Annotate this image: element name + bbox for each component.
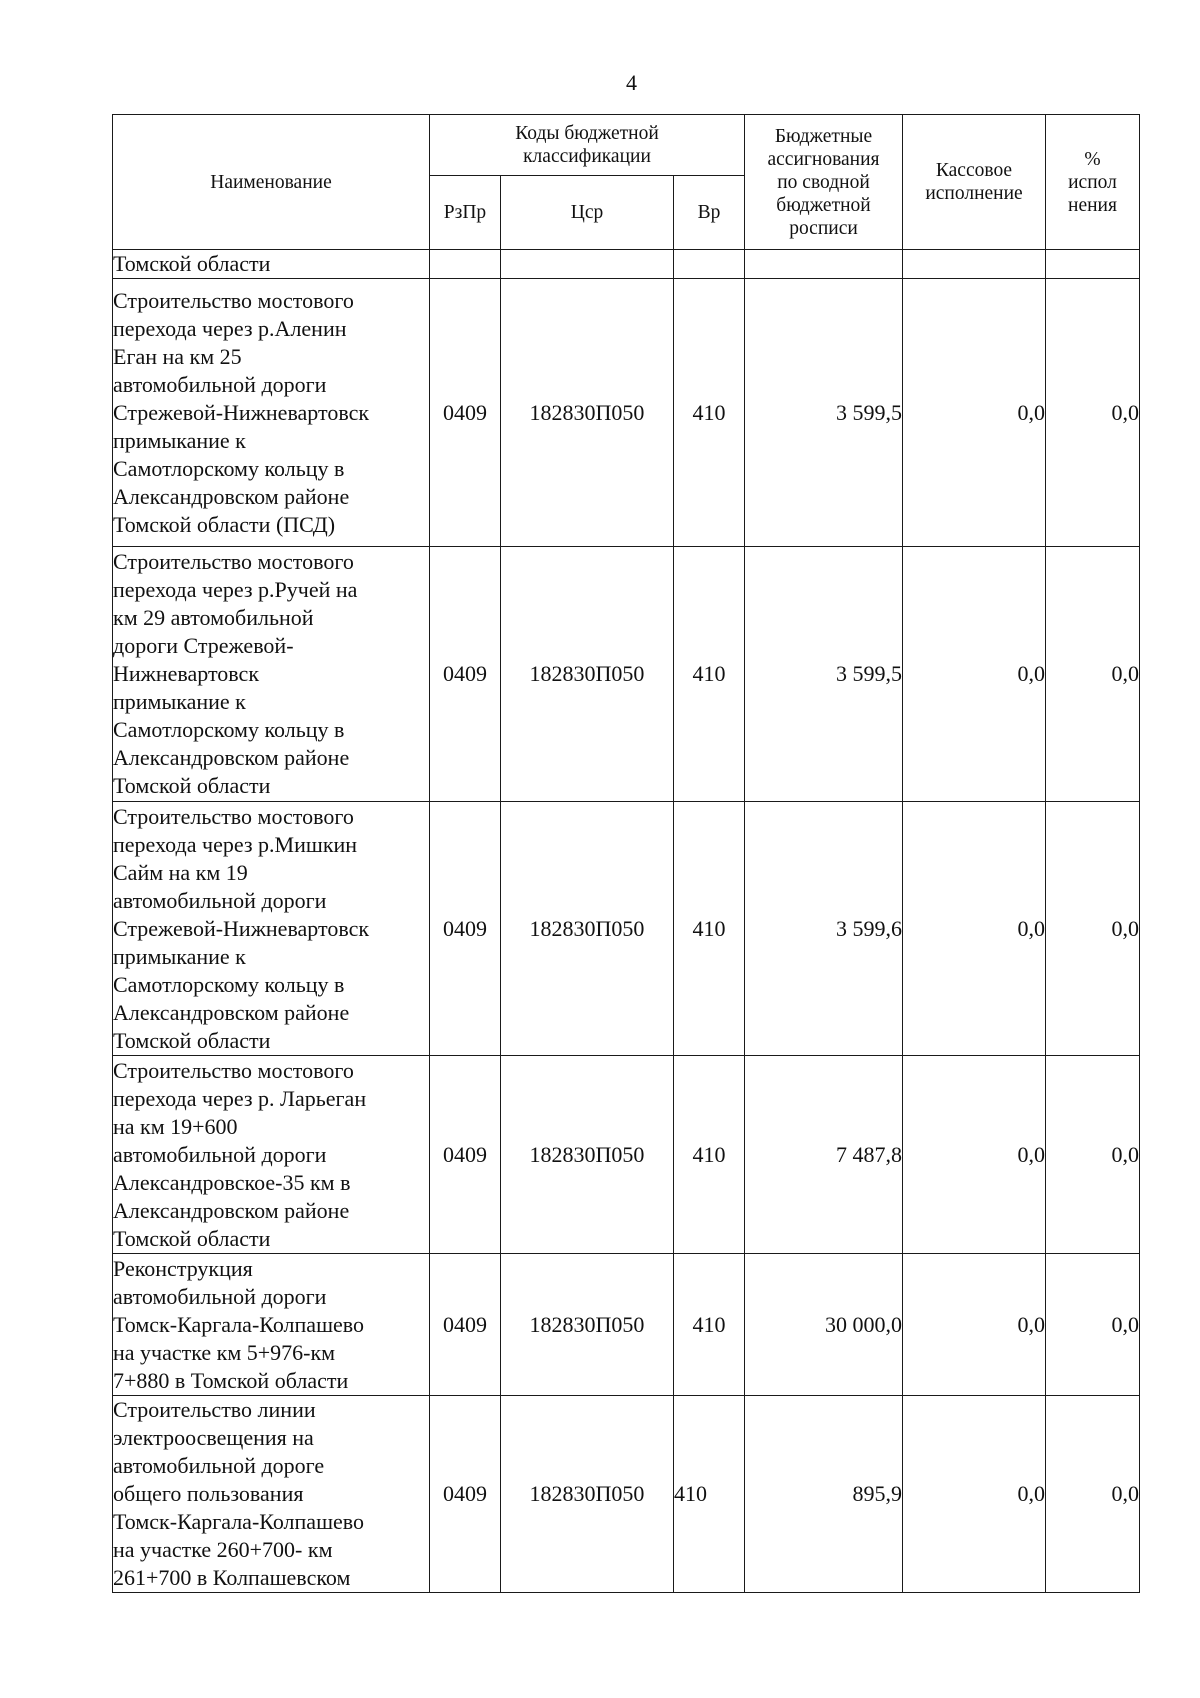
row-vr: 410 bbox=[674, 1254, 745, 1396]
row-percent: 0,0 bbox=[1046, 279, 1140, 547]
row-rzpr: 0409 bbox=[430, 279, 501, 547]
row-vr: 410 bbox=[674, 802, 745, 1056]
empty-cell bbox=[501, 250, 674, 279]
row-vr: 410 bbox=[674, 1056, 745, 1254]
row-rzpr: 0409 bbox=[430, 802, 501, 1056]
row-rzpr: 0409 bbox=[430, 1254, 501, 1396]
table-row bbox=[113, 547, 1140, 802]
header-row-top bbox=[113, 115, 1140, 176]
table-row-continuation bbox=[113, 250, 1140, 279]
row-vr: 410 bbox=[674, 1396, 745, 1593]
row-csr: 182830П050 bbox=[501, 802, 674, 1056]
row-executed: 0,0 bbox=[903, 1056, 1046, 1254]
empty-cell bbox=[430, 250, 501, 279]
table-row bbox=[113, 279, 1140, 547]
row-csr: 182830П050 bbox=[501, 279, 674, 547]
row-name: Строительство мостового перехода через р. Ларьеган на км 19+600 автомобильной дороги Александровское-35 км в Александровском районе Томской области bbox=[113, 1056, 430, 1254]
header-execution-percent: % испол нения bbox=[1046, 115, 1140, 250]
header-vr: Вр bbox=[674, 176, 745, 250]
header-budget-codes: Коды бюджетной классификации bbox=[430, 115, 745, 176]
row-executed: 0,0 bbox=[903, 1396, 1046, 1593]
header-cash-execution: Кассовое исполнение bbox=[903, 115, 1046, 250]
table-row bbox=[113, 1056, 1140, 1254]
row-percent: 0,0 bbox=[1046, 802, 1140, 1056]
header-name: Наименование bbox=[113, 115, 430, 250]
row-csr: 182830П050 bbox=[501, 547, 674, 802]
row-rzpr: 0409 bbox=[430, 547, 501, 802]
row-rzpr: 0409 bbox=[430, 1396, 501, 1593]
row-name: Строительство мостового перехода через р.Ручей на км 29 автомобильной дороги Стрежевой- Нижневартовск примыкание к Самотлорскому кольцу в Александровском районе Томской области bbox=[113, 547, 430, 802]
table-row bbox=[113, 1254, 1140, 1396]
row-assigned: 7 487,8 bbox=[745, 1056, 903, 1254]
page-number: 4 bbox=[626, 70, 637, 95]
row-assigned: 30 000,0 bbox=[745, 1254, 903, 1396]
row-executed: 0,0 bbox=[903, 802, 1046, 1056]
row-rzpr: 0409 bbox=[430, 1056, 501, 1254]
row-vr: 410 bbox=[674, 547, 745, 802]
row-name: Томской области bbox=[113, 250, 430, 279]
row-csr: 182830П050 bbox=[501, 1396, 674, 1593]
row-percent: 0,0 bbox=[1046, 1254, 1140, 1396]
row-name: Строительство линии электроосвещения на автомобильной дороге общего пользования Томск-Каргала-Колпашево на участке 260+700- км 261+700 в Колпашевском bbox=[113, 1396, 430, 1593]
empty-cell bbox=[1046, 250, 1140, 279]
row-csr: 182830П050 bbox=[501, 1254, 674, 1396]
header-assignments: Бюджетные ассигнования по сводной бюджетной росписи bbox=[745, 115, 903, 250]
row-assigned: 3 599,6 bbox=[745, 802, 903, 1056]
row-executed: 0,0 bbox=[903, 1254, 1046, 1396]
table-row bbox=[113, 1396, 1140, 1593]
row-percent: 0,0 bbox=[1046, 547, 1140, 802]
row-percent: 0,0 bbox=[1046, 1056, 1140, 1254]
row-executed: 0,0 bbox=[903, 279, 1046, 547]
row-vr: 410 bbox=[674, 279, 745, 547]
budget-execution-table bbox=[112, 114, 1140, 1593]
empty-cell bbox=[674, 250, 745, 279]
row-name: Реконструкция автомобильной дороги Томск-Каргала-Колпашево на участке км 5+976-км 7+880 в Томской области bbox=[113, 1254, 430, 1396]
row-name: Строительство мостового перехода через р.Мишкин Сайм на км 19 автомобильной дороги Стрежевой-Нижневартовск примыкание к Самотлорскому кольцу в Александровском районе Томской области bbox=[113, 802, 430, 1056]
table-row bbox=[113, 802, 1140, 1056]
row-name: Строительство мостового перехода через р.Аленин Еган на км 25 автомобильной дороги Стрежевой-Нижневартовск примыкание к Самотлорскому кольцу в Александровском районе Томской области (ПСД) bbox=[113, 279, 430, 547]
header-csr: Цср bbox=[501, 176, 674, 250]
row-assigned: 895,9 bbox=[745, 1396, 903, 1593]
row-csr: 182830П050 bbox=[501, 1056, 674, 1254]
row-assigned: 3 599,5 bbox=[745, 279, 903, 547]
empty-cell bbox=[903, 250, 1046, 279]
header-rzpr: РзПр bbox=[430, 176, 501, 250]
empty-cell bbox=[745, 250, 903, 279]
row-assigned: 3 599,5 bbox=[745, 547, 903, 802]
row-percent: 0,0 bbox=[1046, 1396, 1140, 1593]
row-executed: 0,0 bbox=[903, 547, 1046, 802]
